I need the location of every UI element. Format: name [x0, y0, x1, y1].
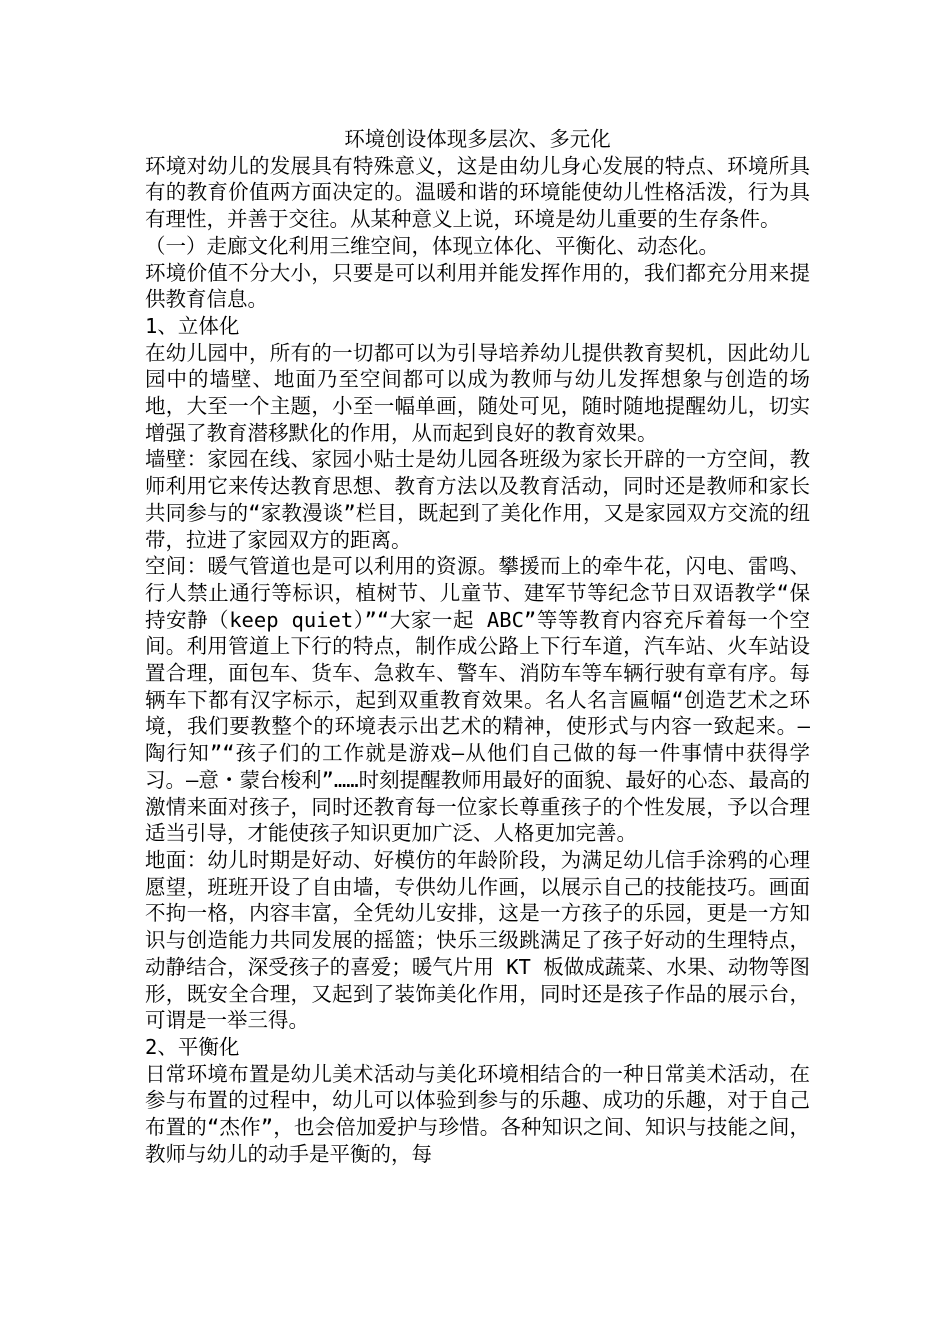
paragraph-environment-value: 环境价值不分大小，只要是可以利用并能发挥作用的，我们都充分用来提供教育信息。 — [145, 260, 810, 312]
subheading-three-dimensional: 1、立体化 — [145, 313, 240, 338]
paragraph-space: 空间：暖气管道也是可以利用的资源。攀援而上的牵牛花，闪电、雷鸣、行人禁止通行等标识，植树节、儿童节、建军节等纪念节日双语教学“保持安静（keep quiet）”“大家一起 ABC”等等教育内容充斥着每一个空间。利用管道上下行的特点，制作成公路上下行车道，汽车站、火车站设置合理，面包车、货车、急救车、警车、消防车等车辆行驶有章有序。每辆车下都有汉字标示，起到双重教育效果。名人名言匾幅“创造艺术之环境，我们要教整个的环境表示出艺术的精神，使形式与内容一致起来。—陶行知”“孩子们的工作就是游戏—从他们自己做的每一件事情中获得学习。—意・蒙台梭利”……时刻提醒教师用最好的面貌、最好的心态、最高的激情来面对孩子，同时还教育每一位家长尊重孩子的个性发展，予以合理适当引导，才能使孩子知识更加广泛、人格更加完善。 — [145, 554, 810, 846]
paragraph-ground: 地面：幼儿时期是好动、好模仿的年龄阶段，为满足幼儿信手涂鸦的心理愿望，班班开设了自由墙，专供幼儿作画，以展示自己的技能技巧。画面不拘一格，内容丰富，全凭幼儿安排，这是一方孩子的乐园，更是一方知识与创造能力共同发展的摇篮；快乐三级跳满足了孩子好动的生理特点，动静结合，深受孩子的喜爱；暖气片用 KT 板做成蔬菜、水果、动物等图形，既安全合理，又起到了装饰美化作用，同时还是孩子作品的展示台，可谓是一举三得。 — [145, 847, 810, 1033]
paragraph-intro: 环境对幼儿的发展具有特殊意义，这是由幼儿身心发展的特点、环境所具有的教育价值两方面决定的。温暖和谐的环境能使幼儿性格活泼，行为具有理性，并善于交往。从某种意义上说，环境是幼儿重要的生存条件。 — [145, 153, 810, 232]
subheading-balance: 2、平衡化 — [145, 1034, 240, 1059]
section-heading-corridor-culture: （一）走廊文化利用三维空间，体现立体化、平衡化、动态化。 — [145, 233, 719, 258]
document-title: 环境创设体现多层次、多元化 — [344, 127, 611, 151]
paragraph-kindergarten-space: 在幼儿园中，所有的一切都可以为引导培养幼儿提供教育契机，因此幼儿园中的墙壁、地面乃至空间都可以成为教师与幼儿发挥想象与创造的场地，大至一个主题，小至一幅单画，随处可见，随时随地提醒幼儿，切实增强了教育潜移默化的作用，从而起到良好的教育效果。 — [145, 340, 810, 445]
paragraph-daily-environment: 日常环境布置是幼儿美术活动与美化环境相结合的一种日常美术活动，在参与布置的过程中，幼儿可以体验到参与的乐趣、成功的乐趣，对于自己布置的“杰作”，也会倍加爱护与珍惜。各种知识之间、知识与技能之间，教师与幼儿的动手是平衡的，每 — [145, 1061, 810, 1166]
paragraph-walls: 墙壁：家园在线、家园小贴士是幼儿园各班级为家长开辟的一方空间，教师利用它来传达教育思想、教育方法以及教育活动，同时还是教师和家长共同参与的“家教漫谈”栏目，既起到了美化作用，又是家园双方交流的纽带，拉进了家园双方的距离。 — [145, 447, 810, 552]
document-body — [145, 126, 810, 1167]
